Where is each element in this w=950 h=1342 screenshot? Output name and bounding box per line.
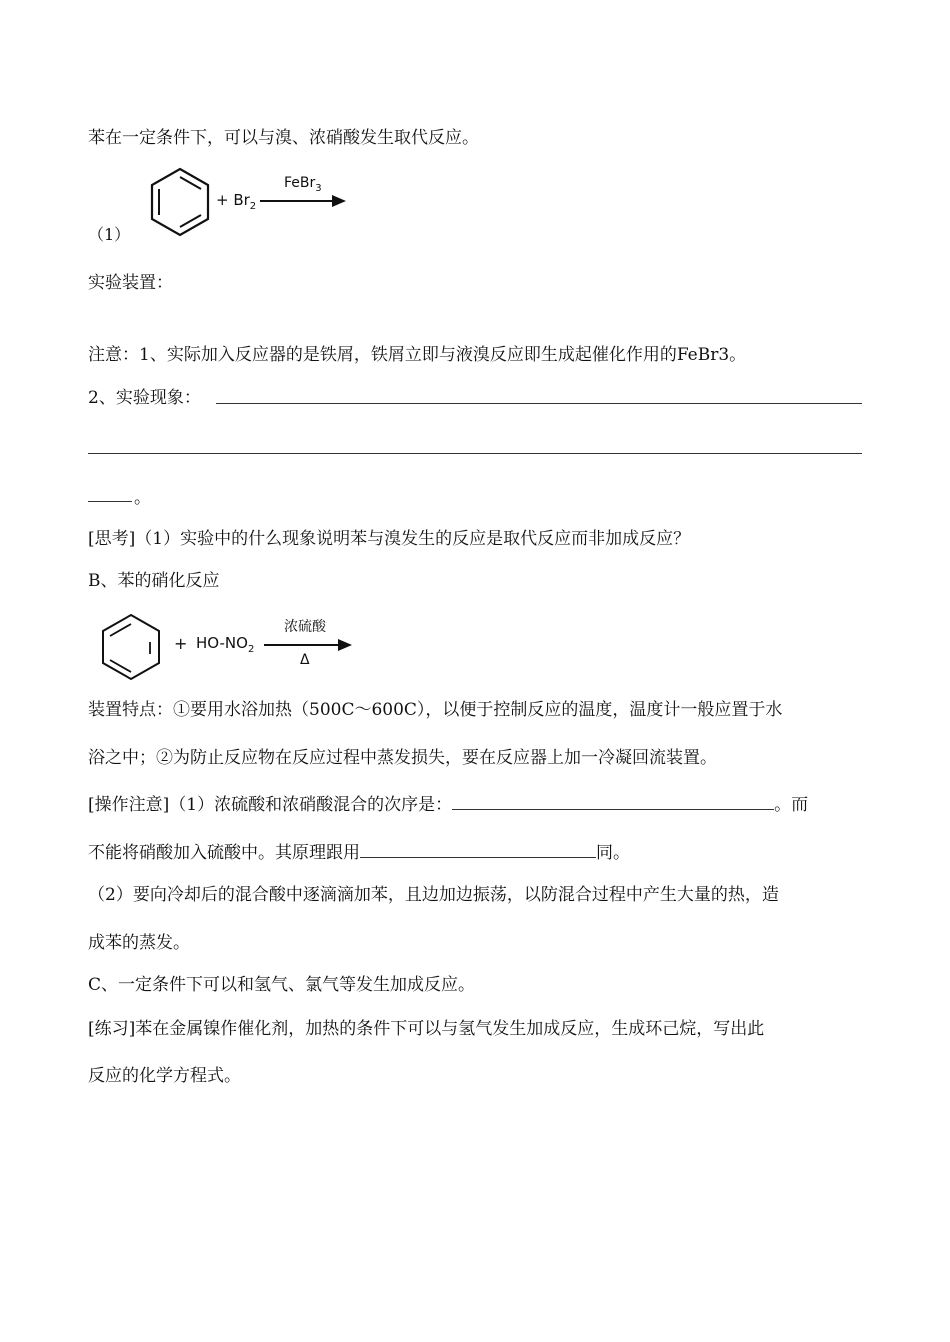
practice-text-1: [练习]苯在金属镍作催化剂，加热的条件下可以与氢气发生加成反应，生成环己烷，写出此: [88, 1019, 765, 1039]
answer-line-2[interactable]: [88, 453, 862, 454]
apparatus-label: 实验装置：: [88, 273, 173, 293]
section-c-heading: C、一定条件下可以和氢气、氯气等发生加成反应。: [88, 975, 476, 995]
answer-line-3[interactable]: [88, 501, 132, 502]
practice-text-2: 反应的化学方程式。: [88, 1066, 241, 1086]
benzene-ring-icon: [145, 165, 215, 241]
intro-text: 苯在一定条件下，可以与溴、浓硝酸发生取代反应。: [88, 128, 479, 148]
operation-note-3: （2）要向冷却后的混合酸中逐滴滴加苯，且边加边振荡，以防混合过程中产生大量的热，造: [88, 885, 779, 905]
reaction2-arrow-icon: [264, 638, 356, 652]
answer-blank-order[interactable]: [452, 791, 774, 810]
reaction1-equation: [88, 165, 388, 245]
operation-note-2: 不能将硝酸加入硫酸中。其原理跟用 同。: [88, 839, 630, 865]
reaction2-equation: [98, 610, 378, 686]
answer-blank-principle[interactable]: [360, 839, 596, 858]
reaction1-arrow-icon: [260, 194, 350, 208]
device-text-1: 装置特点：①要用水浴加热（500C～600C），以便于控制反应的温度，温度计一般应置于水: [88, 700, 783, 720]
reaction1-reagent: + $Br_2$: [216, 191, 257, 212]
reaction2-plus: +: [174, 634, 188, 653]
operation-note-1: [操作注意]（1）浓硫酸和浓硝酸混合的次序是： 。而: [88, 791, 808, 817]
note-1: 注意：1、实际加入反应器的是铁屑，铁屑立即与液溴反应即生成起催化作用的FeBr3。: [88, 345, 747, 365]
note-2-end: 。: [134, 488, 151, 508]
device-text-2: 浴之中；②为防止反应物在反应过程中蒸发损失，要在反应器上加一冷凝回流装置。: [88, 748, 717, 768]
reaction1-label: （1）: [88, 225, 131, 244]
section-b-heading: B、苯的硝化反应: [88, 571, 220, 591]
note-2-label: 2、实验现象：: [88, 388, 201, 408]
answer-line-1[interactable]: [216, 403, 862, 404]
think-question: [思考]（1）实验中的什么现象说明苯与溴发生的反应是取代反应而非加成反应？: [88, 529, 691, 549]
benzene-ring-icon: [98, 612, 164, 684]
operation-note-4: 成苯的蒸发。: [88, 933, 190, 953]
reaction2-condition: Δ: [300, 652, 310, 668]
reaction2-catalyst: 浓硫酸: [284, 619, 326, 635]
reaction1-catalyst: FeBr$_3$: [284, 175, 322, 194]
reaction2-reagent: $HO-NO_2$: [196, 634, 255, 655]
